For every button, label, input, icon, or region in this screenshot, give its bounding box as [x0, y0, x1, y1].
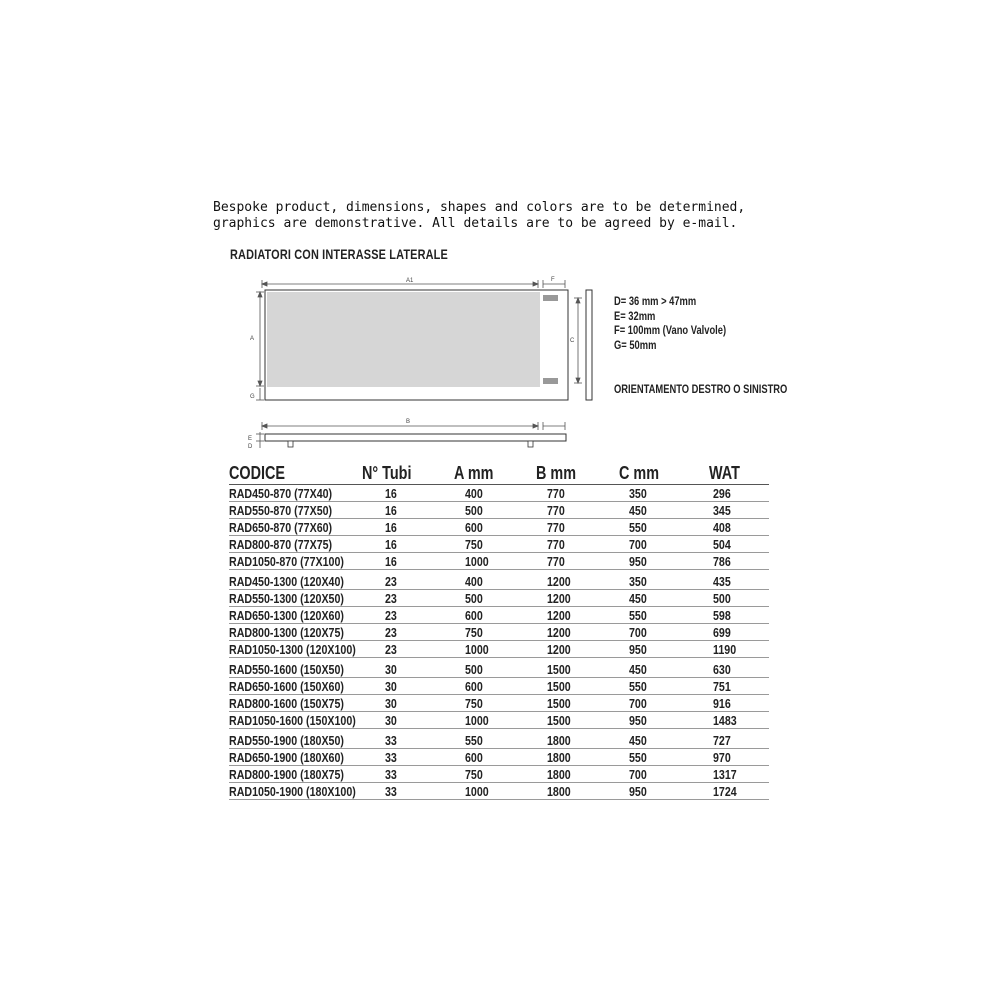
table-header — [229, 462, 769, 485]
cell-a: 500 — [465, 662, 483, 677]
table-row — [229, 502, 769, 519]
cell-b: 770 — [547, 486, 565, 501]
cell-c: 700 — [629, 625, 647, 640]
table-row — [229, 641, 769, 658]
table-row — [229, 661, 769, 678]
valve-top — [543, 295, 558, 301]
table-row — [229, 607, 769, 624]
header-b: B mm — [536, 463, 577, 483]
cell-b: 1500 — [547, 679, 571, 694]
cell-codice: RAD550-870 (77X50) — [229, 503, 333, 518]
cell-codice: RAD650-1900 (180X60) — [229, 750, 344, 765]
cell-a: 600 — [465, 679, 483, 694]
table-row — [229, 783, 769, 800]
cell-c: 350 — [629, 574, 647, 589]
cell-c: 700 — [629, 537, 647, 552]
section-title: RADIATORI CON INTERASSE LATERALE — [230, 246, 448, 262]
cell-b: 1200 — [547, 574, 571, 589]
cell-a: 400 — [465, 486, 483, 501]
cell-tubi: 23 — [385, 574, 397, 589]
header-codice: CODICE — [229, 463, 286, 483]
spec-e: E= 32mm — [614, 308, 656, 323]
cell-c: 550 — [629, 679, 647, 694]
cell-wat: 435 — [713, 574, 731, 589]
cell-wat: 1317 — [713, 767, 737, 782]
cell-a: 1000 — [465, 784, 489, 799]
cell-c: 450 — [629, 733, 647, 748]
cell-tubi: 16 — [385, 503, 397, 518]
cell-wat: 970 — [713, 750, 731, 765]
cell-wat: 500 — [713, 591, 731, 606]
spec-f: F= 100mm (Vano Valvole) — [614, 323, 727, 337]
cell-c: 950 — [629, 713, 647, 728]
intro-text — [213, 200, 773, 232]
cell-a: 750 — [465, 696, 483, 711]
cell-wat: 699 — [713, 625, 731, 640]
cell-tubi: 16 — [385, 486, 397, 501]
cell-tubi: 33 — [385, 733, 397, 748]
table-row — [229, 553, 769, 570]
table-body — [229, 485, 769, 800]
cell-codice: RAD650-1600 (150X60) — [229, 679, 344, 694]
spec-list — [614, 294, 726, 352]
table-row — [229, 519, 769, 536]
cell-tubi: 33 — [385, 767, 397, 782]
cell-c: 950 — [629, 784, 647, 799]
cell-wat: 598 — [713, 608, 731, 623]
cell-wat: 727 — [713, 733, 731, 748]
dimension-c — [574, 298, 582, 383]
cell-a: 500 — [465, 591, 483, 606]
table-group — [229, 732, 769, 800]
product-table — [229, 462, 769, 800]
cell-c: 700 — [629, 767, 647, 782]
cell-c: 450 — [629, 662, 647, 677]
cell-tubi: 33 — [385, 784, 397, 799]
dimension-label-b: B — [406, 419, 411, 425]
cell-codice: RAD800-1900 (180X75) — [229, 767, 344, 782]
table-row — [229, 624, 769, 641]
cell-tubi: 16 — [385, 537, 397, 552]
cell-b: 1500 — [547, 713, 571, 728]
cell-c: 550 — [629, 520, 647, 535]
cell-codice: RAD450-1300 (120X40) — [229, 574, 344, 589]
cell-tubi: 16 — [385, 520, 397, 535]
cell-codice: RAD650-1300 (120X60) — [229, 608, 344, 623]
cell-wat: 630 — [713, 662, 731, 677]
cell-a: 750 — [465, 537, 483, 552]
cell-codice: RAD550-1900 (180X50) — [229, 733, 344, 748]
cell-tubi: 33 — [385, 750, 397, 765]
cell-wat: 345 — [713, 503, 731, 518]
dimension-label-a1: A1 — [406, 278, 414, 284]
cell-c: 350 — [629, 486, 647, 501]
cell-tubi: 23 — [385, 608, 397, 623]
table-row — [229, 749, 769, 766]
cell-wat: 504 — [713, 537, 731, 552]
header-wat: WAT — [709, 463, 740, 483]
cell-b: 770 — [547, 537, 565, 552]
cell-b: 770 — [547, 520, 565, 535]
dimension-label-a: A — [250, 336, 255, 342]
table-row — [229, 766, 769, 783]
cell-b: 1200 — [547, 591, 571, 606]
dimension-label-f: F — [551, 277, 555, 283]
cell-c: 950 — [629, 642, 647, 657]
cell-codice: RAD450-870 (77X40) — [229, 486, 333, 501]
dimension-label-c: C — [570, 338, 575, 344]
cell-tubi: 30 — [385, 713, 397, 728]
cell-b: 770 — [547, 554, 565, 569]
table-row — [229, 536, 769, 553]
table-group — [229, 573, 769, 658]
table-row — [229, 590, 769, 607]
cell-wat: 296 — [713, 486, 731, 501]
cell-b: 1200 — [547, 642, 571, 657]
cell-tubi: 23 — [385, 625, 397, 640]
radiator-bottom-view — [265, 434, 566, 441]
cell-c: 700 — [629, 696, 647, 711]
cell-a: 750 — [465, 625, 483, 640]
cell-codice: RAD550-1300 (120X50) — [229, 591, 344, 606]
cell-c: 450 — [629, 591, 647, 606]
cell-c: 450 — [629, 503, 647, 518]
cell-tubi: 23 — [385, 591, 397, 606]
cell-wat: 751 — [713, 679, 731, 694]
bottom-valve-left — [288, 441, 293, 447]
cell-codice: RAD650-870 (77X60) — [229, 520, 333, 535]
dimension-label-e: E — [248, 436, 253, 442]
cell-c: 550 — [629, 608, 647, 623]
radiator-panel — [267, 292, 540, 387]
cell-b: 1500 — [547, 696, 571, 711]
cell-b: 1200 — [547, 608, 571, 623]
table-group — [229, 485, 769, 570]
cell-wat: 1724 — [713, 784, 737, 799]
cell-a: 600 — [465, 520, 483, 535]
cell-a: 750 — [465, 767, 483, 782]
orientation-note: ORIENTAMENTO DESTRO O SINISTRO — [614, 382, 788, 396]
table-row — [229, 695, 769, 712]
cell-wat: 786 — [713, 554, 731, 569]
cell-tubi: 16 — [385, 554, 397, 569]
header-tubi: N° Tubi — [362, 463, 412, 483]
spec-g: G= 50mm — [614, 337, 657, 352]
cell-codice: RAD800-870 (77X75) — [229, 537, 333, 552]
spec-d: D= 36 mm > 47mm — [614, 294, 697, 308]
dimension-a1 — [262, 280, 538, 288]
cell-a: 1000 — [465, 713, 489, 728]
dimension-label-g: G — [250, 394, 255, 400]
cell-codice: RAD800-1300 (120X75) — [229, 625, 344, 640]
cell-wat: 1483 — [713, 713, 737, 728]
cell-codice: RAD800-1600 (150X75) — [229, 696, 344, 711]
cell-b: 1200 — [547, 625, 571, 640]
dimension-a — [256, 292, 264, 400]
bottom-valve-right — [528, 441, 533, 447]
cell-tubi: 23 — [385, 642, 397, 657]
cell-tubi: 30 — [385, 696, 397, 711]
cell-b: 1800 — [547, 750, 571, 765]
cell-a: 500 — [465, 503, 483, 518]
header-a: A mm — [454, 463, 494, 483]
cell-a: 600 — [465, 608, 483, 623]
cell-codice: RAD550-1600 (150X50) — [229, 662, 344, 677]
cell-a: 600 — [465, 750, 483, 765]
table-row — [229, 485, 769, 502]
dimension-label-d: D — [248, 444, 253, 450]
cell-b: 1800 — [547, 733, 571, 748]
dimension-b — [262, 422, 565, 430]
dimension-de — [256, 432, 264, 448]
cell-codice: RAD1050-870 (77X100) — [229, 554, 344, 569]
table-row — [229, 712, 769, 729]
table-row — [229, 573, 769, 590]
header-c: C mm — [619, 463, 660, 483]
cell-codice: RAD1050-1900 (180X100) — [229, 784, 356, 799]
intro-line: graphics are demonstrative. All details are to be agreed by e-mail. — [213, 216, 738, 231]
cell-b: 1800 — [547, 767, 571, 782]
cell-a: 400 — [465, 574, 483, 589]
cell-a: 550 — [465, 733, 483, 748]
cell-codice: RAD1050-1600 (150X100) — [229, 713, 356, 728]
table-row — [229, 678, 769, 695]
radiator-side-view — [586, 290, 592, 400]
cell-b: 1800 — [547, 784, 571, 799]
cell-a: 1000 — [465, 642, 489, 657]
intro-line: Bespoke product, dimensions, shapes and colors are to be determined, — [213, 200, 746, 215]
cell-c: 950 — [629, 554, 647, 569]
cell-tubi: 30 — [385, 679, 397, 694]
cell-wat: 916 — [713, 696, 731, 711]
cell-tubi: 30 — [385, 662, 397, 677]
cell-a: 1000 — [465, 554, 489, 569]
valve-bottom — [543, 378, 558, 384]
cell-wat: 1190 — [713, 642, 737, 657]
cell-b: 1500 — [547, 662, 571, 677]
table-row — [229, 732, 769, 749]
cell-c: 550 — [629, 750, 647, 765]
cell-b: 770 — [547, 503, 565, 518]
table-group — [229, 661, 769, 729]
cell-wat: 408 — [713, 520, 731, 535]
cell-codice: RAD1050-1300 (120X100) — [229, 642, 356, 657]
